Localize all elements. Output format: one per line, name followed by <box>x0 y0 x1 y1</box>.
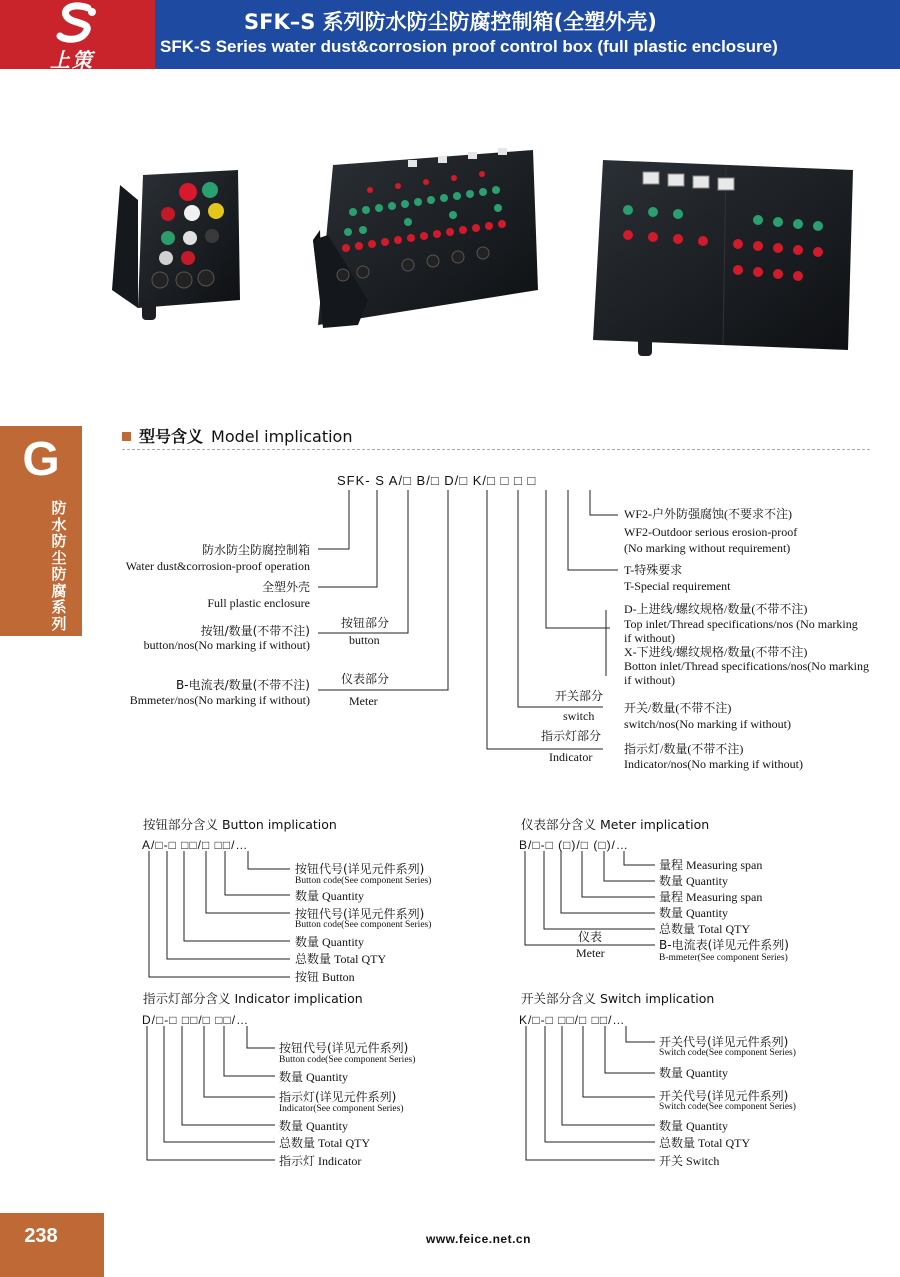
special-label-zh: T-特殊要求 <box>624 563 683 577</box>
button-qty-2: 数量 Quantity <box>295 935 364 949</box>
meter-total-qty: 总数量 Total QTY <box>659 922 751 936</box>
indicator-code-zh: 按钮代号(详见元件系列) <box>279 1041 409 1055</box>
special-label-en: T-Special requirement <box>624 579 731 593</box>
switch-code2-en: Switch code(See component Series) <box>659 1102 796 1112</box>
wf2-label-en: WF2-Outdoor serious erosion-proof <box>624 525 798 539</box>
indicator-qty-en: Indicator/nos(No marking if without) <box>624 757 803 771</box>
switch-qty-zh: 开关/数量(不带不注) <box>624 701 732 715</box>
indicator-part-en: Indicator <box>549 750 593 764</box>
water-label-en: Water dust&corrosion-proof operation <box>125 559 310 573</box>
meter-span-2: 量程 Measuring span <box>659 890 763 904</box>
indicator-part-label: 指示灯部分 <box>541 729 602 743</box>
meter-label-en: Meter <box>576 946 605 960</box>
indicator-lamp-en: Indicator(See component Series) <box>279 1104 404 1114</box>
button-qty-zh: 按钮/数量(不带不注) <box>200 624 310 638</box>
plastic-label-zh: 全塑外壳 <box>261 580 310 594</box>
page-title-zh: SFK–S 系列防水防尘防腐控制箱(全塑外壳) <box>244 10 657 34</box>
wf2-note: (No marking without requirement) <box>624 541 791 555</box>
button-code2-en: Button code(See component Series) <box>295 920 432 930</box>
indicator-impl-title: 指示灯部分含义 Indicator implication <box>143 991 363 1006</box>
button-part-label: 按钮部分 <box>341 616 390 630</box>
bottom-inlet-zh: X-下进线/螺纹规格/数量(不带不注) <box>624 645 808 659</box>
switch-qty-en: switch/nos(No marking if without) <box>624 717 791 731</box>
top-inlet-en1: Top inlet/Thread specifications/nos (No marking <box>624 617 858 631</box>
ammeter-code-en: B-mmeter(See component Series) <box>659 953 788 963</box>
plastic-label-en: Full plastic enclosure <box>207 596 310 610</box>
ammeter-qty-zh: B-电流表/数量(不带不注) <box>176 678 310 692</box>
top-inlet-zh: D-上进线/螺纹规格/数量(不带不注) <box>624 602 808 616</box>
bottom-inlet-en1: Botton inlet/Thread specifications/nos(No marking <box>624 659 869 673</box>
switch-part-en: switch <box>563 709 595 723</box>
indicator-qty-2: 数量 Quantity <box>279 1119 348 1133</box>
switch-impl-title: 开关部分含义 Switch implication <box>521 991 715 1006</box>
button-impl-title: 按钮部分含义 Button implication <box>143 817 337 832</box>
water-label-zh: 防水防尘防腐控制箱 <box>201 543 310 557</box>
meter-qty-2: 数量 Quantity <box>659 906 728 920</box>
meter-part-label: 仪表部分 <box>341 672 390 686</box>
switch-qty-2: 数量 Quantity <box>659 1119 728 1133</box>
meter-span-1: 量程 Measuring span <box>659 858 763 872</box>
switch-code-zh: 开关代号(详见元件系列) <box>659 1035 789 1049</box>
button-name: 按钮 Button <box>295 970 355 984</box>
button-code2-zh: 按钮代号(详见元件系列) <box>295 907 425 921</box>
top-inlet-en2: if without) <box>624 631 675 645</box>
section-title-zh: 型号含义 <box>139 427 204 446</box>
meter-qty-1: 数量 Quantity <box>659 874 728 888</box>
button-total-qty: 总数量 Total QTY <box>295 952 387 966</box>
switch-part-label: 开关部分 <box>555 689 604 703</box>
page-number: 238 <box>24 1225 58 1247</box>
indicator-lamp-zh: 指示灯(详见元件系列) <box>279 1090 397 1104</box>
logo-text: 上策 <box>50 48 94 72</box>
wf2-label-zh: WF2-户外防强腐蚀(不要求不注) <box>624 507 792 521</box>
indicator-qty-1: 数量 Quantity <box>279 1070 348 1084</box>
section-title-en: Model implication <box>211 427 353 446</box>
website-link[interactable]: www.feice.net.cn <box>426 1232 531 1246</box>
page-title-en: SFK-S Series water dust&corrosion proof control box (full plastic enclosure) <box>160 37 778 56</box>
switch-qty-1: 数量 Quantity <box>659 1066 728 1080</box>
ammeter-code-zh: B-电流表(详见元件系列) <box>659 938 789 952</box>
category-letter: G <box>22 433 60 486</box>
bottom-inlet-en2: if without) <box>624 673 675 687</box>
indicator-name: 指示灯 Indicator <box>279 1154 362 1168</box>
meter-impl-code: B/□-□ (□)/□ (□)/… <box>519 838 629 852</box>
button-part-en: button <box>349 633 380 647</box>
switch-total-qty: 总数量 Total QTY <box>659 1136 751 1150</box>
category-label: 防水防尘防腐系列 <box>51 499 67 633</box>
indicator-code-en: Button code(See component Series) <box>279 1055 416 1065</box>
switch-name: 开关 Switch <box>659 1154 720 1168</box>
indicator-impl-code: D/□-□ □□/□ □□/… <box>142 1013 250 1027</box>
button-code-zh: 按钮代号(详见元件系列) <box>295 862 425 876</box>
button-impl-code: A/□-□ □□/□ □□/… <box>142 838 249 852</box>
indicator-total-qty: 总数量 Total QTY <box>279 1136 371 1150</box>
button-code-en: Button code(See component Series) <box>295 876 432 886</box>
button-qty-1: 数量 Quantity <box>295 889 364 903</box>
switch-code2-zh: 开关代号(详见元件系列) <box>659 1089 789 1103</box>
indicator-qty-zh: 指示灯/数量(不带不注) <box>624 742 744 756</box>
meter-impl-title: 仪表部分含义 Meter implication <box>521 817 710 832</box>
switch-impl-code: K/□-□ □□/□ □□/… <box>519 1013 626 1027</box>
meter-part-en: Meter <box>349 694 378 708</box>
switch-code-en: Switch code(See component Series) <box>659 1048 796 1058</box>
model-code: SFK- S A/□ B/□ D/□ K/□ □ □ □ <box>337 473 537 488</box>
ammeter-qty-en: Bmmeter/nos(No marking if without) <box>129 693 310 707</box>
button-qty-en: button/nos(No marking if without) <box>143 638 310 652</box>
meter-label-zh: 仪表 <box>578 930 603 944</box>
